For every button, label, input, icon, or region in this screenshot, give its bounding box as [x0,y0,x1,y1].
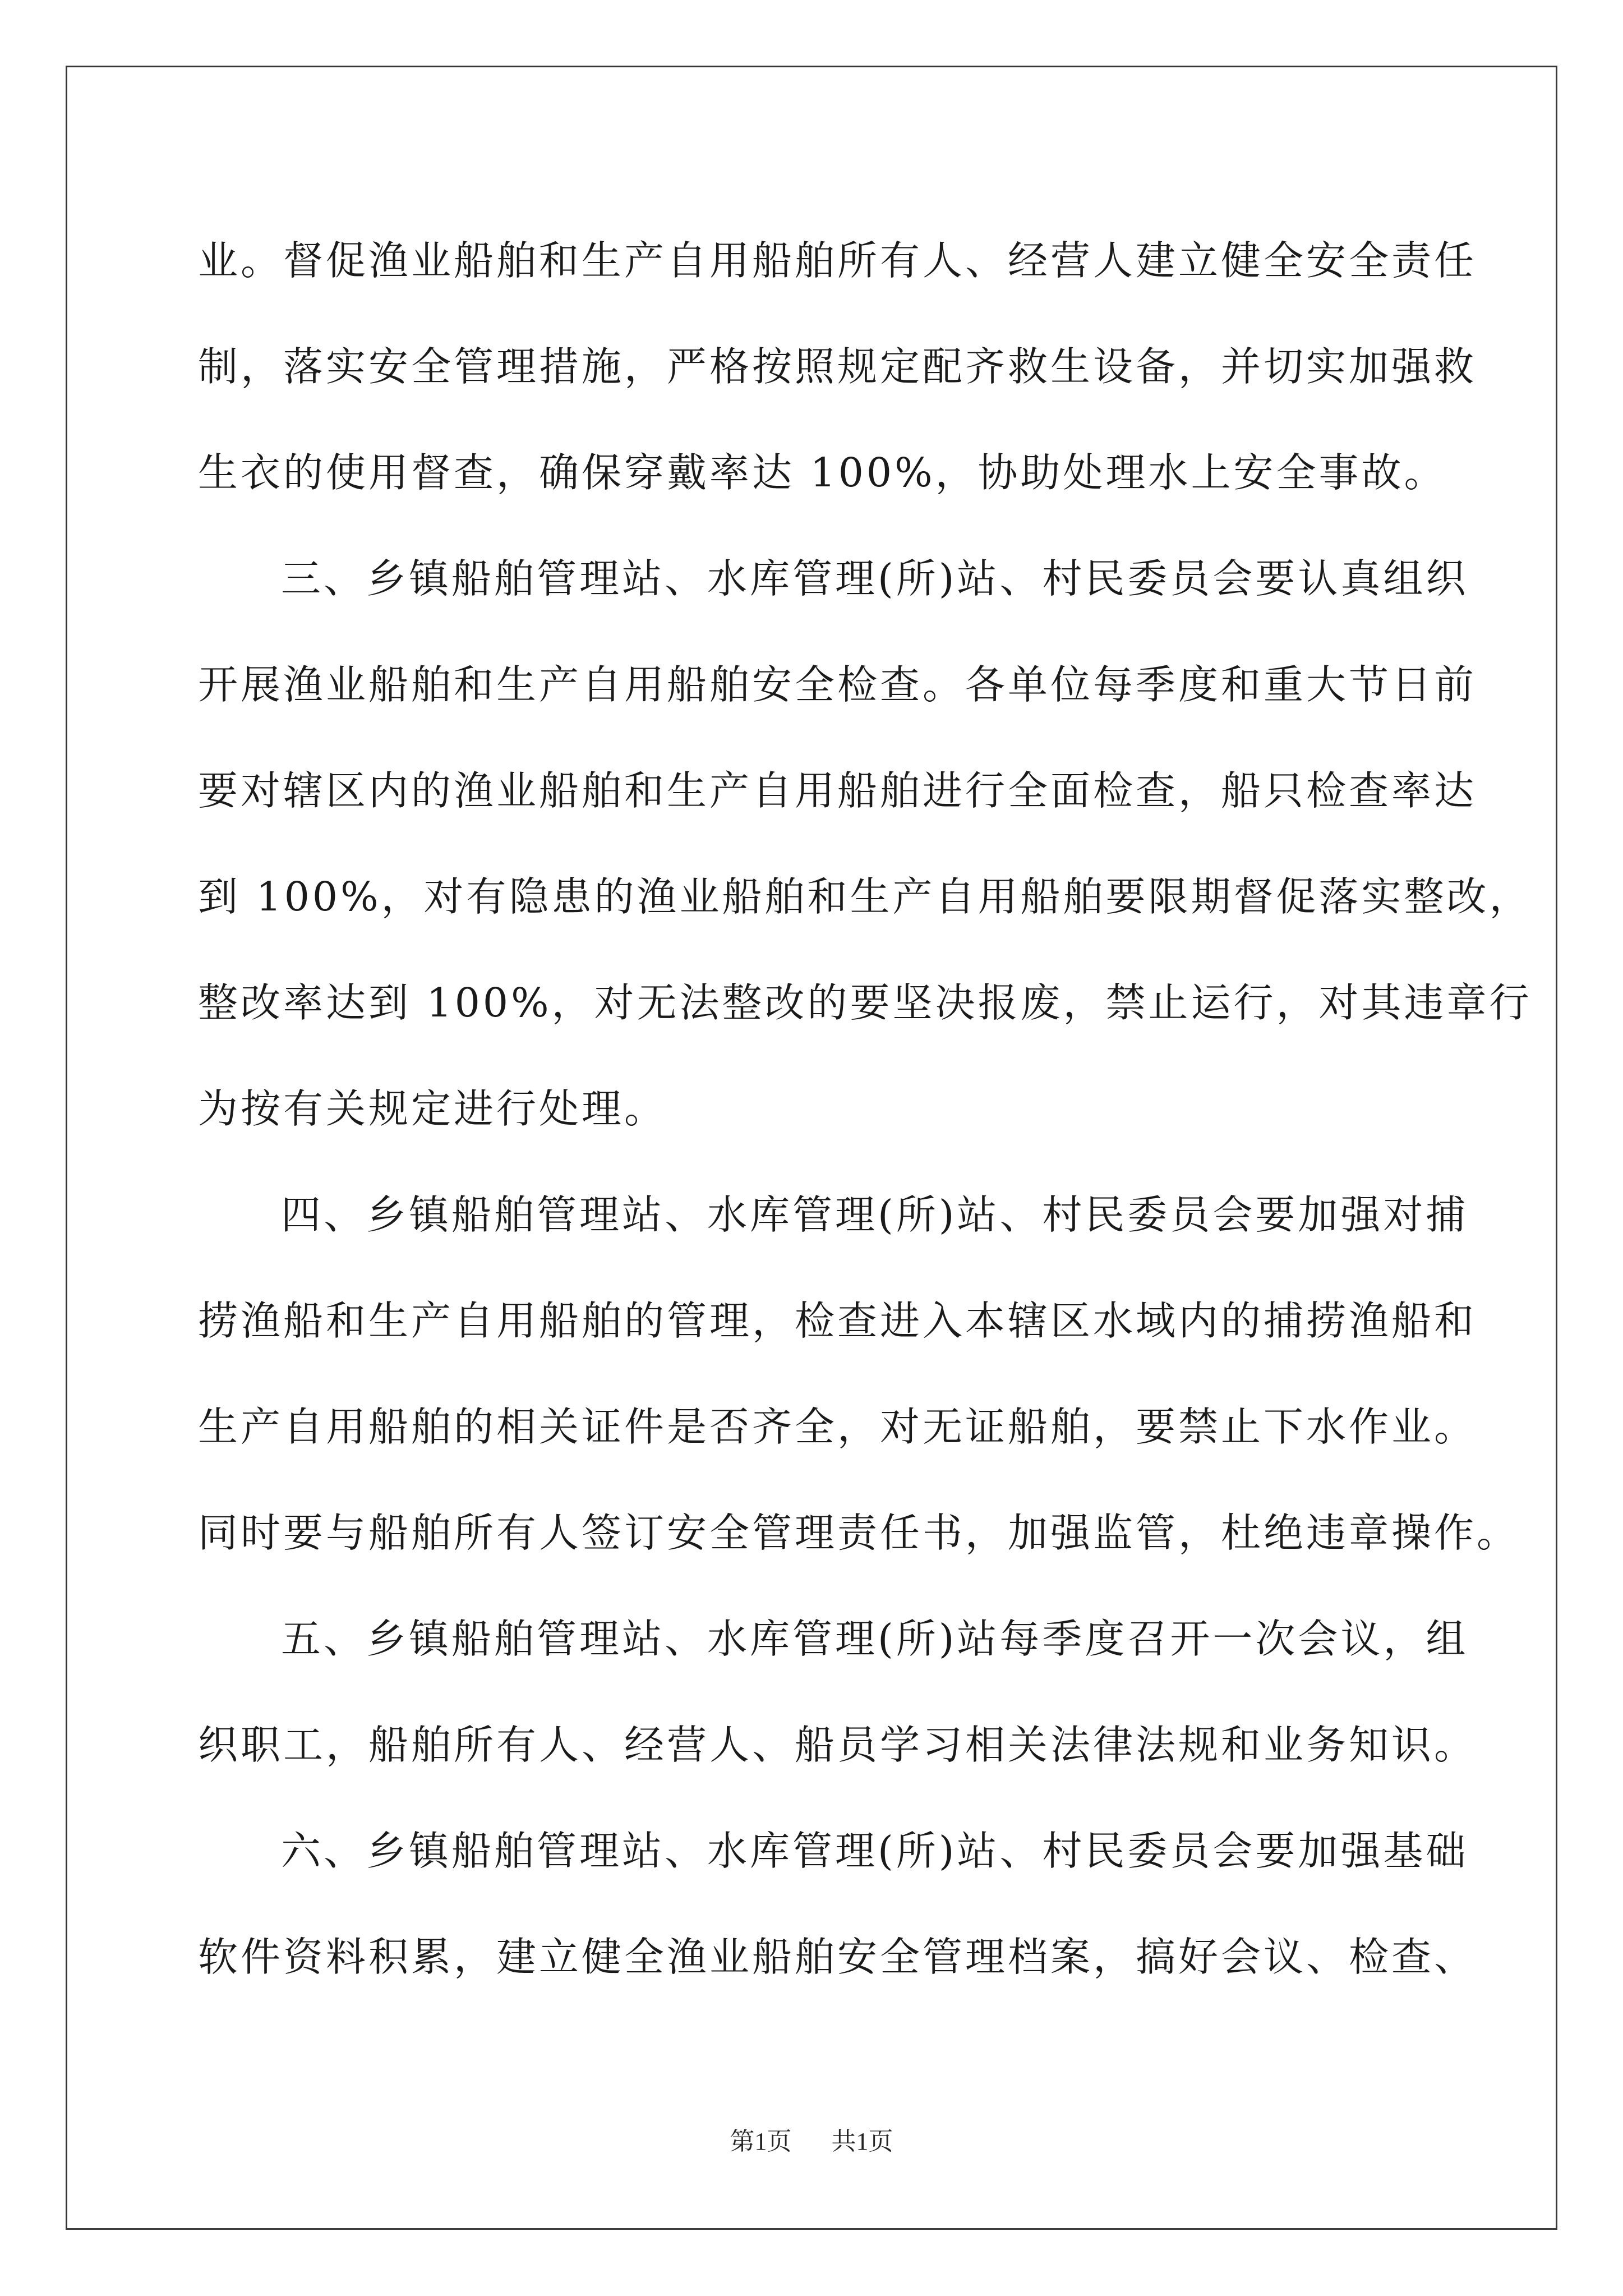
text-line: 要对辖区内的渔业船舶和生产自用船舶进行全面检查，船只检查率达 [198,767,1477,814]
text-line: 为按有关规定进行处理。 [198,1085,667,1132]
page-footer [0,2125,1623,2159]
text-line: 六、乡镇船舶管理站、水库管理(所)站、村民委员会要加强基础 [281,1828,1469,1874]
text-line: 同时要与船舶所有人签订安全管理责任书，加强监管，杜绝违章操作。 [198,1510,1520,1556]
text-line: 五、乡镇船舶管理站、水库管理(所)站每季度召开一次会议，组 [281,1616,1469,1662]
text-line: 织职工，船舶所有人、经营人、船员学习相关法律法规和业务知识。 [198,1722,1477,1768]
page-number-total: 共1页 [831,2128,893,2155]
text-line: 软件资料积累，建立健全渔业船舶安全管理档案，搞好会议、检查、 [198,1934,1477,1980]
text-line: 制，落实安全管理措施，严格按照规定配齐救生设备，并切实加强救 [198,343,1477,390]
text-line: 生产自用船舶的相关证件是否齐全，对无证船舶，要禁止下水作业。 [198,1404,1477,1450]
text-line: 业。督促渔业船舶和生产自用船舶所有人、经营人建立健全安全责任 [198,237,1477,284]
text-line: 四、乡镇船舶管理站、水库管理(所)站、村民委员会要加强对捕 [281,1191,1469,1238]
text-line: 三、乡镇船舶管理站、水库管理(所)站、村民委员会要认真组织 [281,555,1469,602]
text-line: 整改率达到 100%，对无法整改的要坚决报废，禁止运行，对其违章行 [198,979,1532,1026]
text-line: 生衣的使用督查，确保穿戴率达 100%，协助处理水上安全事故。 [198,449,1447,496]
text-line: 到 100%，对有隐患的渔业船舶和生产自用船舶要限期督促落实整改， [198,873,1532,920]
page-number-current: 第1页 [730,2128,792,2155]
text-line: 捞渔船和生产自用船舶的管理，检查进入本辖区水域内的捕捞渔船和 [198,1297,1477,1344]
document-body [198,208,1532,2010]
text-line: 开展渔业船舶和生产自用船舶安全检查。各单位每季度和重大节日前 [198,661,1477,708]
